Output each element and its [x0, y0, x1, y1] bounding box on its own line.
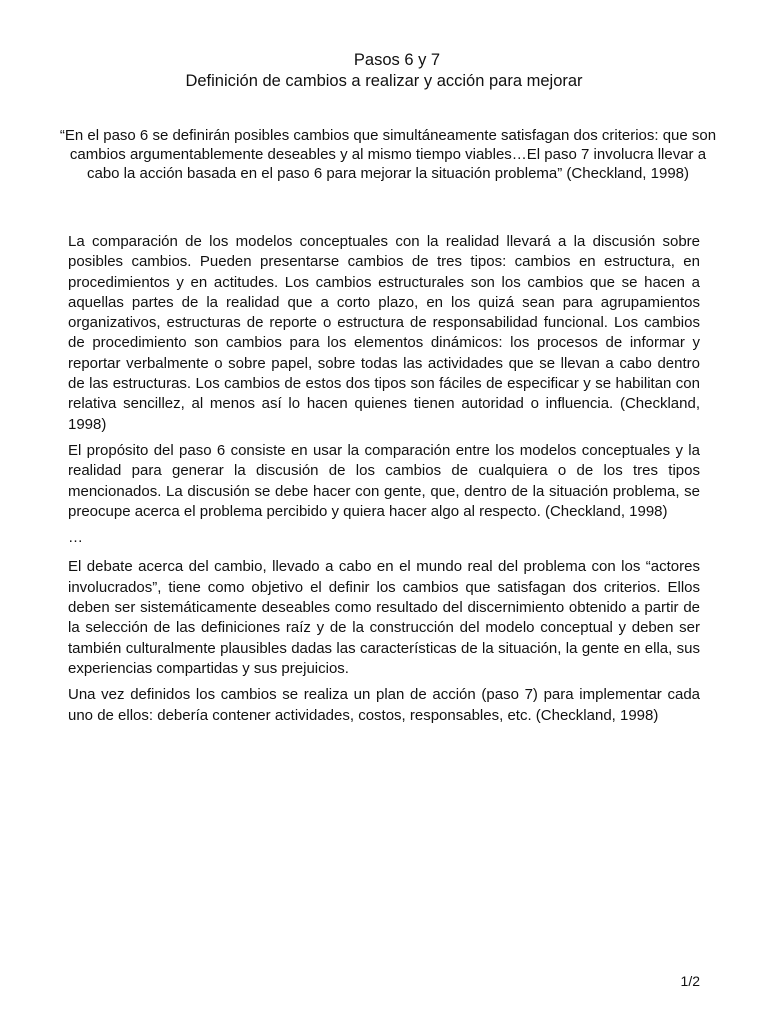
page-number: 1/2: [680, 973, 700, 989]
page-title: Pasos 6 y 7: [353, 51, 441, 69]
paragraph-2: El propósito del paso 6 consiste en usar la comparación entre los modelos conceptuales y la realidad para generar la discusión de los cambios de cualquiera o de los tres tipos mencionados. La discusión se debe hacer con gente, que, dentro de la situación problema, se preocupe acerca el problema percibido y quiera hacer algo al respecto. (Checkland, 1998): [68, 441, 700, 520]
quote-paragraph: “En el paso 6 se definirán posibles cambios que simultáneamente satisfagan dos criterios: que son cambios argumentablemente deseables y al mismo tiempo viables…El paso 7 involucra llevar a cabo la acción basada en el paso 6 para mejorar la situación problema” (Checkland, 1998): [59, 127, 717, 182]
paragraph-3: El debate acerca del cambio, llevado a cabo en el mundo real del problema con los “actores involucrados”, tiene como objetivo el definir los cambios que satisfagan dos criterios. Ellos deben ser sistemáticamente deseables como resultado del discernimiento obtenido a partir de la selección de las definiciones raíz y de la construcción del modelo conceptual y deben ser también culturalmente plausibles dadas las características de la situación, la gente en ella, sus experiencias compartidas y sus prejuicios.: [68, 558, 700, 677]
paragraph-1: La comparación de los modelos conceptuales con la realidad llevará a la discusión sobre posibles cambios. Pueden presentarse cambios de tres tipos: cambios en estructura, en procedimientos y en actitudes. Los cambios estructurales son los cambios que se hacen a aquellas partes de la realidad que a corto plazo, en los quizá sean para agrupamientos organizativos, estructuras de reporte o estructura de responsabilidad funcional. Los cambios de procedimiento son cambios para los elementos dinámicos: los procesos de informar y reportar verbalmente o sobre papel, sobre todas las actividades que se llevan a cabo dentro de las estructuras. Los cambios de estos dos tipos son fáciles de especificar y se habilitan con relativa sencillez, al menos así lo hacen quienes tienen autoridad o influencia. (Checkland, 1998): [68, 233, 700, 433]
page-subtitle: Definición de cambios a realizar y acción para mejorar: [185, 72, 583, 90]
paragraph-4: Una vez definidos los cambios se realiza un plan de acción (paso 7) para implementar cada uno de ellos: debería contener actividades, costos, responsables, etc. (Checkland, 1998): [68, 686, 700, 724]
body-text: [68, 232, 700, 732]
ellipsis-paragraph: …: [68, 529, 83, 547]
title-block: [0, 50, 768, 92]
